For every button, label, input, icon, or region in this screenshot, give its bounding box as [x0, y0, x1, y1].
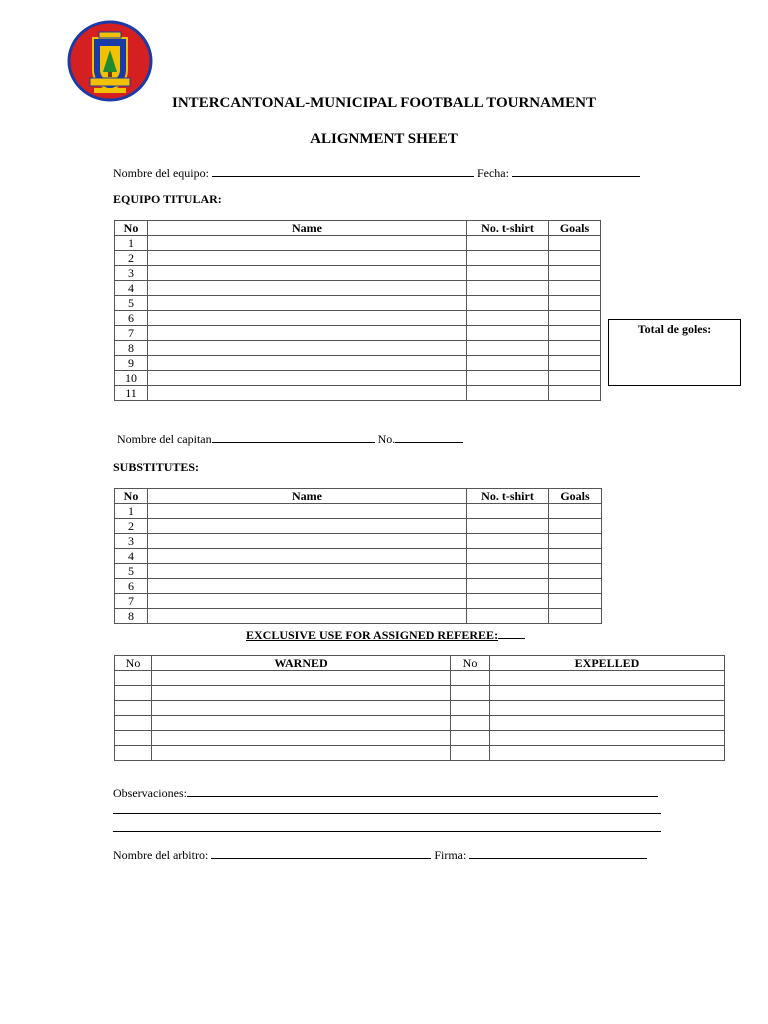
warned-cell[interactable] [152, 716, 451, 731]
warned-no-cell[interactable] [115, 746, 152, 761]
row-number: 1 [115, 504, 148, 519]
warned-header: WARNED [152, 656, 451, 671]
total-goals-label: Total de goles: [637, 322, 712, 336]
player-name-cell[interactable] [148, 579, 467, 594]
referee-signature-line [113, 847, 647, 863]
table-row [115, 686, 725, 701]
tshirt-cell[interactable] [467, 534, 549, 549]
row-number: 8 [115, 609, 148, 624]
col-goals-header: Goals [549, 221, 601, 236]
table-row [115, 371, 601, 386]
goals-cell[interactable] [549, 341, 601, 356]
player-name-cell[interactable] [148, 609, 467, 624]
row-number: 7 [115, 594, 148, 609]
table-row [115, 236, 601, 251]
player-name-cell[interactable] [148, 594, 467, 609]
observations-label: Observaciones: [113, 786, 187, 800]
expelled-header: EXPELLED [490, 656, 725, 671]
tshirt-cell[interactable] [467, 266, 549, 281]
observations-field-3[interactable] [113, 831, 661, 832]
row-number: 3 [115, 266, 148, 281]
expelled-cell[interactable] [490, 701, 725, 716]
table-row [115, 326, 601, 341]
player-name-cell[interactable] [148, 504, 467, 519]
substitutes-table [114, 488, 602, 624]
table-row [115, 594, 602, 609]
row-number: 5 [115, 564, 148, 579]
goals-cell[interactable] [549, 549, 602, 564]
tshirt-cell[interactable] [467, 281, 549, 296]
goals-cell[interactable] [549, 266, 601, 281]
row-number: 4 [115, 281, 148, 296]
referee-heading-text: EXCLUSIVE USE FOR ASSIGNED REFEREE: [246, 628, 499, 642]
row-number: 8 [115, 341, 148, 356]
warned-no-cell[interactable] [115, 701, 152, 716]
tshirt-cell[interactable] [467, 236, 549, 251]
table-row [115, 579, 602, 594]
observations-field-2[interactable] [113, 813, 661, 814]
goals-cell[interactable] [549, 371, 601, 386]
warned-cell[interactable] [152, 746, 451, 761]
expelled-no-cell[interactable] [451, 746, 490, 761]
row-number: 9 [115, 356, 148, 371]
row-number: 2 [115, 519, 148, 534]
referee-name-field[interactable] [211, 847, 431, 859]
table-row [115, 671, 725, 686]
col-name-header: Name [148, 489, 467, 504]
player-name-cell[interactable] [148, 371, 467, 386]
table-row [115, 311, 601, 326]
expelled-no-cell[interactable] [451, 701, 490, 716]
captain-name-label: Nombre del capitan [117, 432, 212, 446]
goals-cell[interactable] [549, 519, 602, 534]
row-number: 6 [115, 311, 148, 326]
player-name-cell[interactable] [148, 356, 467, 371]
col-goals-header: Goals [549, 489, 602, 504]
starters-header-row [115, 221, 601, 236]
captain-number-label: No. [377, 432, 396, 446]
table-row [115, 609, 602, 624]
table-row [115, 564, 602, 579]
player-name-cell[interactable] [148, 519, 467, 534]
warned-cell[interactable] [152, 731, 451, 746]
warned-cell[interactable] [152, 686, 451, 701]
goals-cell[interactable] [549, 356, 601, 371]
tshirt-cell[interactable] [467, 296, 549, 311]
date-field[interactable] [512, 165, 640, 177]
col-no-header: No [115, 489, 148, 504]
row-number: 1 [115, 236, 148, 251]
document-subtitle: ALIGNMENT SHEET [310, 131, 458, 147]
expelled-cell[interactable] [490, 716, 725, 731]
col-tshirt-header: No. t-shirt [467, 489, 549, 504]
referee-name-label: Nombre del arbitro: [113, 848, 209, 862]
tshirt-cell[interactable] [467, 251, 549, 266]
expelled-no-cell[interactable] [451, 731, 490, 746]
expelled-cell[interactable] [490, 731, 725, 746]
table-row [115, 341, 601, 356]
goals-cell[interactable] [549, 609, 602, 624]
warned-cell[interactable] [152, 701, 451, 716]
captain-number-field[interactable] [395, 431, 463, 443]
expelled-cell[interactable] [490, 746, 725, 761]
tshirt-cell[interactable] [467, 386, 549, 401]
observations-line [113, 785, 658, 801]
expelled-no-header: No [451, 656, 490, 671]
warned-cell[interactable] [152, 671, 451, 686]
table-row [115, 386, 601, 401]
table-row [115, 701, 725, 716]
team-name-field[interactable] [212, 165, 474, 177]
tshirt-cell[interactable] [467, 326, 549, 341]
table-row [115, 296, 601, 311]
warned-no-cell[interactable] [115, 671, 152, 686]
table-row [115, 746, 725, 761]
col-no-header: No [115, 221, 148, 236]
row-number: 4 [115, 549, 148, 564]
observations-field-1[interactable] [187, 785, 658, 797]
warned-no-cell[interactable] [115, 731, 152, 746]
captain-line [117, 431, 463, 447]
referee-heading [246, 627, 525, 643]
document-title: INTERCANTONAL-MUNICIPAL FOOTBALL TOURNAMENT [172, 95, 596, 111]
row-number: 5 [115, 296, 148, 311]
tshirt-cell[interactable] [467, 504, 549, 519]
goals-cell[interactable] [549, 311, 601, 326]
table-row [115, 549, 602, 564]
team-name-label: Nombre del equipo: [113, 166, 209, 180]
goals-cell[interactable] [549, 564, 602, 579]
row-number: 6 [115, 579, 148, 594]
referee-heading-field[interactable] [498, 627, 525, 639]
player-name-cell[interactable] [148, 549, 467, 564]
player-name-cell[interactable] [148, 341, 467, 356]
row-number: 7 [115, 326, 148, 341]
player-name-cell[interactable] [148, 281, 467, 296]
tshirt-cell[interactable] [467, 311, 549, 326]
player-name-cell[interactable] [148, 326, 467, 341]
tournament-logo [66, 20, 154, 102]
referee-table [114, 655, 725, 761]
goals-cell[interactable] [549, 236, 601, 251]
col-name-header: Name [148, 221, 467, 236]
col-tshirt-header: No. t-shirt [467, 221, 549, 236]
table-row [115, 731, 725, 746]
row-number: 2 [115, 251, 148, 266]
substitutes-header-row [115, 489, 602, 504]
expelled-cell[interactable] [490, 686, 725, 701]
tshirt-cell[interactable] [467, 609, 549, 624]
table-row [115, 534, 602, 549]
table-row [115, 716, 725, 731]
expelled-no-cell[interactable] [451, 671, 490, 686]
date-label: Fecha: [476, 166, 509, 180]
table-row [115, 266, 601, 281]
tshirt-cell[interactable] [467, 549, 549, 564]
table-row [115, 281, 601, 296]
tshirt-cell[interactable] [467, 356, 549, 371]
player-name-cell[interactable] [148, 311, 467, 326]
goals-cell[interactable] [549, 579, 602, 594]
signature-label: Firma: [434, 848, 467, 862]
goals-cell[interactable] [549, 534, 602, 549]
row-number: 10 [115, 371, 148, 386]
tshirt-cell[interactable] [467, 371, 549, 386]
goals-cell[interactable] [549, 386, 601, 401]
row-number: 3 [115, 534, 148, 549]
player-name-cell[interactable] [148, 386, 467, 401]
team-date-line [113, 165, 640, 181]
row-number: 11 [115, 386, 148, 401]
goals-cell[interactable] [549, 281, 601, 296]
goals-cell[interactable] [549, 296, 601, 311]
expelled-cell[interactable] [490, 671, 725, 686]
starters-table [114, 220, 601, 401]
tshirt-cell[interactable] [467, 564, 549, 579]
starters-heading: EQUIPO TITULAR: [113, 192, 222, 206]
table-row [115, 356, 601, 371]
expelled-no-cell[interactable] [451, 716, 490, 731]
table-row [115, 504, 602, 519]
tshirt-cell[interactable] [467, 594, 549, 609]
player-name-cell[interactable] [148, 236, 467, 251]
signature-field[interactable] [469, 847, 647, 859]
goals-cell[interactable] [549, 251, 601, 266]
warned-no-cell[interactable] [115, 686, 152, 701]
table-row [115, 251, 601, 266]
substitutes-heading: SUBSTITUTES: [113, 460, 200, 474]
player-name-cell[interactable] [148, 296, 467, 311]
expelled-no-cell[interactable] [451, 686, 490, 701]
table-row [115, 519, 602, 534]
player-name-cell[interactable] [148, 251, 467, 266]
tshirt-cell[interactable] [467, 579, 549, 594]
warned-no-header: No [115, 656, 152, 671]
goals-cell[interactable] [549, 326, 601, 341]
warned-no-cell[interactable] [115, 716, 152, 731]
total-goals-box[interactable] [608, 319, 741, 386]
player-name-cell[interactable] [148, 564, 467, 579]
goals-cell[interactable] [549, 504, 602, 519]
player-name-cell[interactable] [148, 266, 467, 281]
tshirt-cell[interactable] [467, 341, 549, 356]
goals-cell[interactable] [549, 594, 602, 609]
player-name-cell[interactable] [148, 534, 467, 549]
captain-name-field[interactable] [212, 431, 375, 443]
referee-header-row [115, 656, 725, 671]
tshirt-cell[interactable] [467, 519, 549, 534]
